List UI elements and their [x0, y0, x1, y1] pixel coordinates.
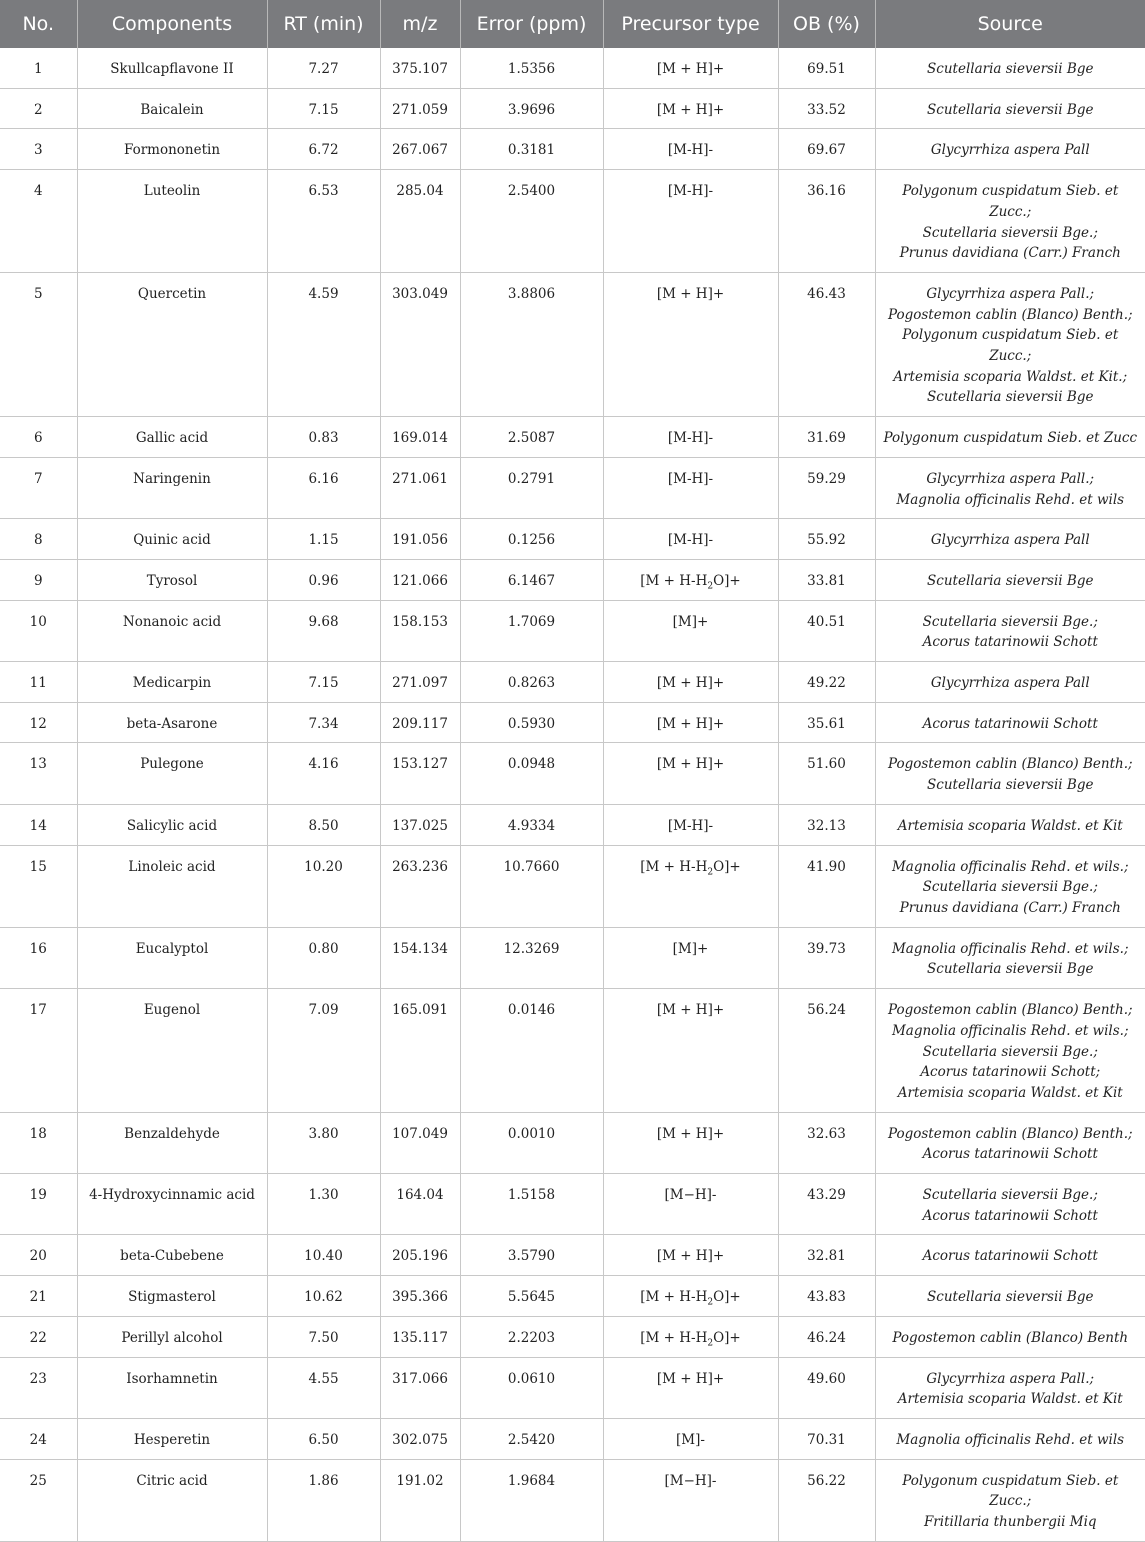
cell-ob: 36.16	[778, 170, 875, 273]
table-row	[0, 845, 1145, 927]
cell-rt: 7.15	[267, 88, 380, 129]
cell-no: 5	[0, 272, 77, 416]
cell-source: Magnolia officinalis Rehd. et wils.; Scutellaria sieversii Bge	[875, 927, 1145, 988]
cell-rt: 0.83	[267, 417, 380, 458]
cell-no: 18	[0, 1112, 77, 1173]
cell-precursor-type: [M−H]-	[603, 1459, 778, 1541]
cell-no: 19	[0, 1174, 77, 1235]
cell-rt: 10.62	[267, 1276, 380, 1317]
cell-source: Pogostemon cablin (Blanco) Benth.; Scutellaria sieversii Bge	[875, 743, 1145, 804]
cell-precursor-type: [M + H]+	[603, 662, 778, 703]
table-row	[0, 1174, 1145, 1235]
cell-error: 0.5930	[460, 702, 603, 743]
cell-no: 11	[0, 662, 77, 703]
cell-precursor-type: [M + H]+	[603, 1235, 778, 1276]
cell-ob: 69.67	[778, 129, 875, 170]
cell-precursor-type: $[M + H-H_2O]+$	[603, 1276, 778, 1317]
cell-source: Polygonum cuspidatum Sieb. et Zucc.; Scutellaria sieversii Bge.; Prunus davidiana (Carr.) Franch	[875, 170, 1145, 273]
cell-no: 3	[0, 129, 77, 170]
cell-ob: 35.61	[778, 702, 875, 743]
cell-mz: 267.067	[380, 129, 460, 170]
cell-source: Glycyrrhiza aspera Pall	[875, 519, 1145, 560]
cell-component: Linoleic acid	[77, 845, 267, 927]
cell-error: 0.0948	[460, 743, 603, 804]
table-row	[0, 989, 1145, 1113]
cell-no: 16	[0, 927, 77, 988]
table-row	[0, 457, 1145, 518]
cell-component: Quinic acid	[77, 519, 267, 560]
cell-ob: 49.60	[778, 1357, 875, 1418]
cell-no: 4	[0, 170, 77, 273]
cell-component: Luteolin	[77, 170, 267, 273]
cell-error: 0.0610	[460, 1357, 603, 1418]
cell-ob: 33.81	[778, 559, 875, 600]
cell-no: 25	[0, 1459, 77, 1541]
cell-source: Glycyrrhiza aspera Pall	[875, 662, 1145, 703]
cell-source: Polygonum cuspidatum Sieb. et Zucc	[875, 417, 1145, 458]
cell-source: Artemisia scoparia Waldst. et Kit	[875, 804, 1145, 845]
cell-ob: 70.31	[778, 1418, 875, 1459]
cell-error: 0.3181	[460, 129, 603, 170]
cell-ob: 56.22	[778, 1459, 875, 1541]
cell-component: Hesperetin	[77, 1418, 267, 1459]
cell-error: 2.5087	[460, 417, 603, 458]
cell-error: 0.0010	[460, 1112, 603, 1173]
cell-component: Tyrosol	[77, 559, 267, 600]
cell-mz: 154.134	[380, 927, 460, 988]
cell-precursor-type: [M-H]-	[603, 129, 778, 170]
cell-component: Eucalyptol	[77, 927, 267, 988]
cell-precursor-type: $[M + H-H_2O]+$	[603, 1316, 778, 1357]
cell-mz: 302.075	[380, 1418, 460, 1459]
cell-rt: 1.15	[267, 519, 380, 560]
cell-mz: 107.049	[380, 1112, 460, 1173]
cell-component: Isorhamnetin	[77, 1357, 267, 1418]
cell-mz: 165.091	[380, 989, 460, 1113]
cell-ob: 32.13	[778, 804, 875, 845]
cell-error: 0.2791	[460, 457, 603, 518]
cell-rt: 1.30	[267, 1174, 380, 1235]
cell-rt: 6.53	[267, 170, 380, 273]
table-row	[0, 804, 1145, 845]
cell-no: 2	[0, 88, 77, 129]
cell-component: Pulegone	[77, 743, 267, 804]
table-row	[0, 129, 1145, 170]
table-row	[0, 1276, 1145, 1317]
cell-mz: 209.117	[380, 702, 460, 743]
cell-ob: 69.51	[778, 48, 875, 88]
cell-error: 0.1256	[460, 519, 603, 560]
cell-component: Citric acid	[77, 1459, 267, 1541]
cell-ob: 46.43	[778, 272, 875, 416]
table-row	[0, 1357, 1145, 1418]
cell-mz: 285.04	[380, 170, 460, 273]
cell-rt: 0.96	[267, 559, 380, 600]
cell-component: Benzaldehyde	[77, 1112, 267, 1173]
header-rt: RT (min)	[267, 0, 380, 48]
header-error: Error (ppm)	[460, 0, 603, 48]
cell-precursor-type: [M + H]+	[603, 1357, 778, 1418]
cell-error: 6.1467	[460, 559, 603, 600]
header-source: Source	[875, 0, 1145, 48]
table-row	[0, 1112, 1145, 1173]
cell-error: 0.0146	[460, 989, 603, 1113]
cell-no: 23	[0, 1357, 77, 1418]
cell-mz: 135.117	[380, 1316, 460, 1357]
cell-error: 3.8806	[460, 272, 603, 416]
cell-mz: 153.127	[380, 743, 460, 804]
cell-error: 2.5420	[460, 1418, 603, 1459]
cell-ob: 43.29	[778, 1174, 875, 1235]
cell-source: Magnolia officinalis Rehd. et wils	[875, 1418, 1145, 1459]
cell-source: Glycyrrhiza aspera Pall.; Pogostemon cablin (Blanco) Benth.; Polygonum cuspidatum Sieb. et Zucc.; Artemisia scoparia Waldst. et Kit.; Scutellaria sieversii Bge	[875, 272, 1145, 416]
cell-component: Gallic acid	[77, 417, 267, 458]
cell-component: beta-Asarone	[77, 702, 267, 743]
cell-mz: 263.236	[380, 845, 460, 927]
cell-ob: 40.51	[778, 600, 875, 661]
cell-rt: 7.27	[267, 48, 380, 88]
cell-mz: 375.107	[380, 48, 460, 88]
cell-rt: 3.80	[267, 1112, 380, 1173]
cell-precursor-type: [M + H]+	[603, 48, 778, 88]
cell-source: Pogostemon cablin (Blanco) Benth	[875, 1316, 1145, 1357]
table-row	[0, 600, 1145, 661]
cell-error: 2.2203	[460, 1316, 603, 1357]
cell-component: Quercetin	[77, 272, 267, 416]
cell-mz: 169.014	[380, 417, 460, 458]
cell-no: 7	[0, 457, 77, 518]
cell-ob: 39.73	[778, 927, 875, 988]
cell-component: Skullcapflavone II	[77, 48, 267, 88]
cell-ob: 41.90	[778, 845, 875, 927]
table-row	[0, 417, 1145, 458]
cell-rt: 6.72	[267, 129, 380, 170]
header-no: No.	[0, 0, 77, 48]
cell-no: 8	[0, 519, 77, 560]
cell-source: Polygonum cuspidatum Sieb. et Zucc.; Fritillaria thunbergii Miq	[875, 1459, 1145, 1541]
cell-precursor-type: $[M + H-H_2O]+$	[603, 845, 778, 927]
cell-component: Naringenin	[77, 457, 267, 518]
cell-rt: 9.68	[267, 600, 380, 661]
cell-mz: 271.097	[380, 662, 460, 703]
header-row	[0, 0, 1145, 48]
cell-rt: 7.50	[267, 1316, 380, 1357]
cell-mz: 191.056	[380, 519, 460, 560]
cell-no: 15	[0, 845, 77, 927]
cell-mz: 303.049	[380, 272, 460, 416]
cell-source: Acorus tatarinowii Schott	[875, 1235, 1145, 1276]
cell-mz: 395.366	[380, 1276, 460, 1317]
cell-rt: 1.86	[267, 1459, 380, 1541]
cell-source: Pogostemon cablin (Blanco) Benth.; Acorus tatarinowii Schott	[875, 1112, 1145, 1173]
cell-error: 3.9696	[460, 88, 603, 129]
table-row	[0, 170, 1145, 273]
cell-no: 17	[0, 989, 77, 1113]
header-components: Components	[77, 0, 267, 48]
cell-rt: 10.40	[267, 1235, 380, 1276]
cell-component: Formononetin	[77, 129, 267, 170]
table-row	[0, 559, 1145, 600]
cell-ob: 55.92	[778, 519, 875, 560]
cell-rt: 6.16	[267, 457, 380, 518]
cell-mz: 271.059	[380, 88, 460, 129]
cell-error: 10.7660	[460, 845, 603, 927]
cell-component: Medicarpin	[77, 662, 267, 703]
cell-ob: 49.22	[778, 662, 875, 703]
table-row	[0, 1459, 1145, 1541]
cell-source: Glycyrrhiza aspera Pall.; Artemisia scoparia Waldst. et Kit	[875, 1357, 1145, 1418]
cell-rt: 4.55	[267, 1357, 380, 1418]
cell-precursor-type: [M-H]-	[603, 519, 778, 560]
cell-component: Perillyl alcohol	[77, 1316, 267, 1357]
cell-source: Magnolia officinalis Rehd. et wils.; Scutellaria sieversii Bge.; Prunus davidiana (Carr.) Franch	[875, 845, 1145, 927]
cell-no: 21	[0, 1276, 77, 1317]
cell-no: 9	[0, 559, 77, 600]
header-precursor-type: Precursor type	[603, 0, 778, 48]
cell-rt: 7.15	[267, 662, 380, 703]
cell-error: 0.8263	[460, 662, 603, 703]
cell-no: 12	[0, 702, 77, 743]
cell-ob: 51.60	[778, 743, 875, 804]
cell-mz: 317.066	[380, 1357, 460, 1418]
cell-component: Stigmasterol	[77, 1276, 267, 1317]
cell-precursor-type: [M + H]+	[603, 1112, 778, 1173]
cell-component: Baicalein	[77, 88, 267, 129]
table-body	[0, 48, 1145, 1541]
cell-source: Scutellaria sieversii Bge	[875, 559, 1145, 600]
cell-rt: 7.09	[267, 989, 380, 1113]
cell-source: Acorus tatarinowii Schott	[875, 702, 1145, 743]
table-row	[0, 1316, 1145, 1357]
cell-mz: 121.066	[380, 559, 460, 600]
cell-mz: 158.153	[380, 600, 460, 661]
table-row	[0, 88, 1145, 129]
cell-precursor-type: [M-H]-	[603, 804, 778, 845]
cell-error: 1.5356	[460, 48, 603, 88]
cell-precursor-type: [M]+	[603, 600, 778, 661]
cell-ob: 59.29	[778, 457, 875, 518]
cell-no: 6	[0, 417, 77, 458]
cell-component: beta-Cubebene	[77, 1235, 267, 1276]
cell-mz: 271.061	[380, 457, 460, 518]
cell-rt: 6.50	[267, 1418, 380, 1459]
cell-precursor-type: [M]-	[603, 1418, 778, 1459]
cell-source: Scutellaria sieversii Bge	[875, 48, 1145, 88]
cell-precursor-type: [M + H]+	[603, 272, 778, 416]
cell-ob: 56.24	[778, 989, 875, 1113]
cell-rt: 7.34	[267, 702, 380, 743]
cell-component: 4-Hydroxycinnamic acid	[77, 1174, 267, 1235]
cell-error: 1.7069	[460, 600, 603, 661]
table-row	[0, 519, 1145, 560]
cell-precursor-type: [M + H]+	[603, 702, 778, 743]
cell-source: Glycyrrhiza aspera Pall.; Magnolia officinalis Rehd. et wils	[875, 457, 1145, 518]
cell-precursor-type: [M + H]+	[603, 88, 778, 129]
cell-source: Scutellaria sieversii Bge.; Acorus tatarinowii Schott	[875, 600, 1145, 661]
cell-component: Eugenol	[77, 989, 267, 1113]
cell-rt: 4.16	[267, 743, 380, 804]
cell-source: Scutellaria sieversii Bge.; Acorus tatarinowii Schott	[875, 1174, 1145, 1235]
cell-ob: 32.63	[778, 1112, 875, 1173]
cell-rt: 8.50	[267, 804, 380, 845]
cell-error: 4.9334	[460, 804, 603, 845]
cell-mz: 164.04	[380, 1174, 460, 1235]
cell-precursor-type: $[M + H-H_2O]+$	[603, 559, 778, 600]
table-row	[0, 1235, 1145, 1276]
cell-no: 13	[0, 743, 77, 804]
cell-component: Salicylic acid	[77, 804, 267, 845]
cell-ob: 33.52	[778, 88, 875, 129]
cell-precursor-type: [M]+	[603, 927, 778, 988]
cell-mz: 137.025	[380, 804, 460, 845]
cell-no: 20	[0, 1235, 77, 1276]
table-row	[0, 743, 1145, 804]
table-row	[0, 662, 1145, 703]
header-mz: m/z	[380, 0, 460, 48]
cell-no: 1	[0, 48, 77, 88]
cell-no: 22	[0, 1316, 77, 1357]
cell-error: 1.9684	[460, 1459, 603, 1541]
cell-ob: 46.24	[778, 1316, 875, 1357]
table-header	[0, 0, 1145, 48]
cell-rt: 10.20	[267, 845, 380, 927]
cell-rt: 0.80	[267, 927, 380, 988]
cell-precursor-type: [M−H]-	[603, 1174, 778, 1235]
cell-precursor-type: [M + H]+	[603, 743, 778, 804]
cell-mz: 191.02	[380, 1459, 460, 1541]
cell-mz: 205.196	[380, 1235, 460, 1276]
cell-error: 5.5645	[460, 1276, 603, 1317]
cell-error: 12.3269	[460, 927, 603, 988]
cell-precursor-type: [M + H]+	[603, 989, 778, 1113]
cell-error: 1.5158	[460, 1174, 603, 1235]
cell-source: Glycyrrhiza aspera Pall	[875, 129, 1145, 170]
table-row	[0, 702, 1145, 743]
cell-rt: 4.59	[267, 272, 380, 416]
cell-ob: 43.83	[778, 1276, 875, 1317]
cell-source: Scutellaria sieversii Bge	[875, 88, 1145, 129]
cell-precursor-type: [M-H]-	[603, 417, 778, 458]
cell-precursor-type: [M-H]-	[603, 457, 778, 518]
cell-error: 2.5400	[460, 170, 603, 273]
cell-precursor-type: [M-H]-	[603, 170, 778, 273]
cell-no: 24	[0, 1418, 77, 1459]
cell-no: 10	[0, 600, 77, 661]
header-ob: OB (%)	[778, 0, 875, 48]
cell-ob: 32.81	[778, 1235, 875, 1276]
cell-source: Scutellaria sieversii Bge	[875, 1276, 1145, 1317]
table-row	[0, 48, 1145, 88]
cell-error: 3.5790	[460, 1235, 603, 1276]
cell-component: Nonanoic acid	[77, 600, 267, 661]
cell-ob: 31.69	[778, 417, 875, 458]
table-row	[0, 272, 1145, 416]
cell-source: Pogostemon cablin (Blanco) Benth.; Magnolia officinalis Rehd. et wils.; Scutellaria sieversii Bge.; Acorus tatarinowii Schott; Artemisia scoparia Waldst. et Kit	[875, 989, 1145, 1113]
cell-no: 14	[0, 804, 77, 845]
table-row	[0, 927, 1145, 988]
